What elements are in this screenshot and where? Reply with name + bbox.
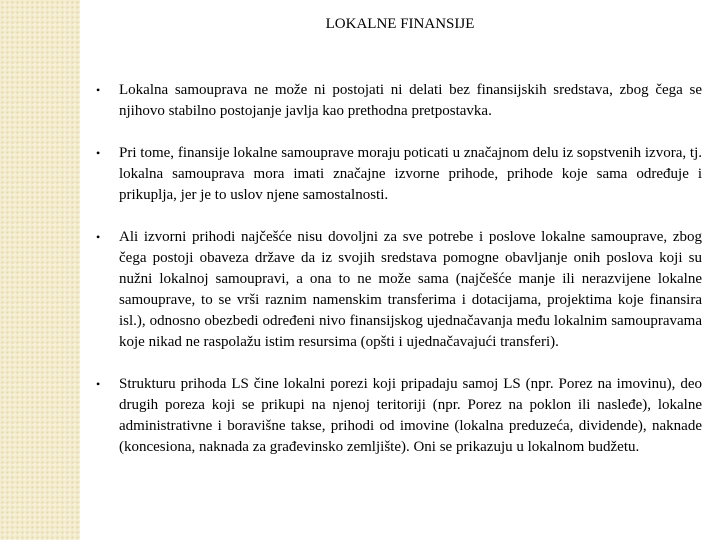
bullet-text: Strukturu prihoda LS čine lokalni porezi koji pripadaju samoj LS (npr. Porez na imovinu), deo drugih poreza koji se prikupi na njenoj teritoriji (npr. Porez na poklon ili nasleđe), lokalne administrativne i boravišne takse, prihodi od imovine (lokalna preduzeća, dividende), naknade (koncesiona, naknada za građevinsko zemljište). Oni se prikazuju u lokalnom budžetu.: [119, 376, 702, 455]
bullet-marker: •: [96, 377, 101, 391]
bullet-item: [96, 143, 702, 206]
bullet-item: [96, 374, 702, 458]
bullet-text: Pri tome, finansije lokalne samouprave moraju poticati u značajnom delu iz sopstvenih izvora, tj. lokalna samouprava mora imati značajne izvorne prihode, prihode koje sama određuje i prikuplja, jer je to uslov njene samostalnosti.: [119, 145, 702, 203]
bullet-list: [96, 80, 702, 458]
bullet-item: [96, 80, 702, 122]
decorative-side-band: [0, 0, 80, 540]
bullet-marker: •: [96, 230, 101, 244]
bullet-text: Ali izvorni prihodi najčešće nisu dovoljni za sve potrebe i poslove lokalne samouprave, zbog čega postoji obaveza države da iz svojih sredstava pomogne obavljanje onih poslova koji su nužni lokalnoj samoupravi, a ona to ne može sama (najčešće manje ili nerazvijene lokalne samouprave, to se vrši raznim namenskim transferima i dotacijama, projektima koje finansira isl.), odnosno obezbedi određeni nivo finansijskog ujednačavanja među lokalnim samoupravama koje nikad ne raspolažu istim resursima (opšti i ujednačavajući transferi).: [119, 229, 702, 350]
bullet-marker: •: [96, 83, 101, 97]
slide-title: LOKALNE FINANSIJE: [325, 16, 475, 32]
bullet-item: [96, 227, 702, 353]
bullet-marker: •: [96, 146, 101, 160]
bullet-text: Lokalna samouprava ne može ni postojati ni delati bez finansijskih sredstava, zbog čega se njihovo stabilno postojanje javlja kao prethodna pretpostavka.: [119, 82, 702, 119]
